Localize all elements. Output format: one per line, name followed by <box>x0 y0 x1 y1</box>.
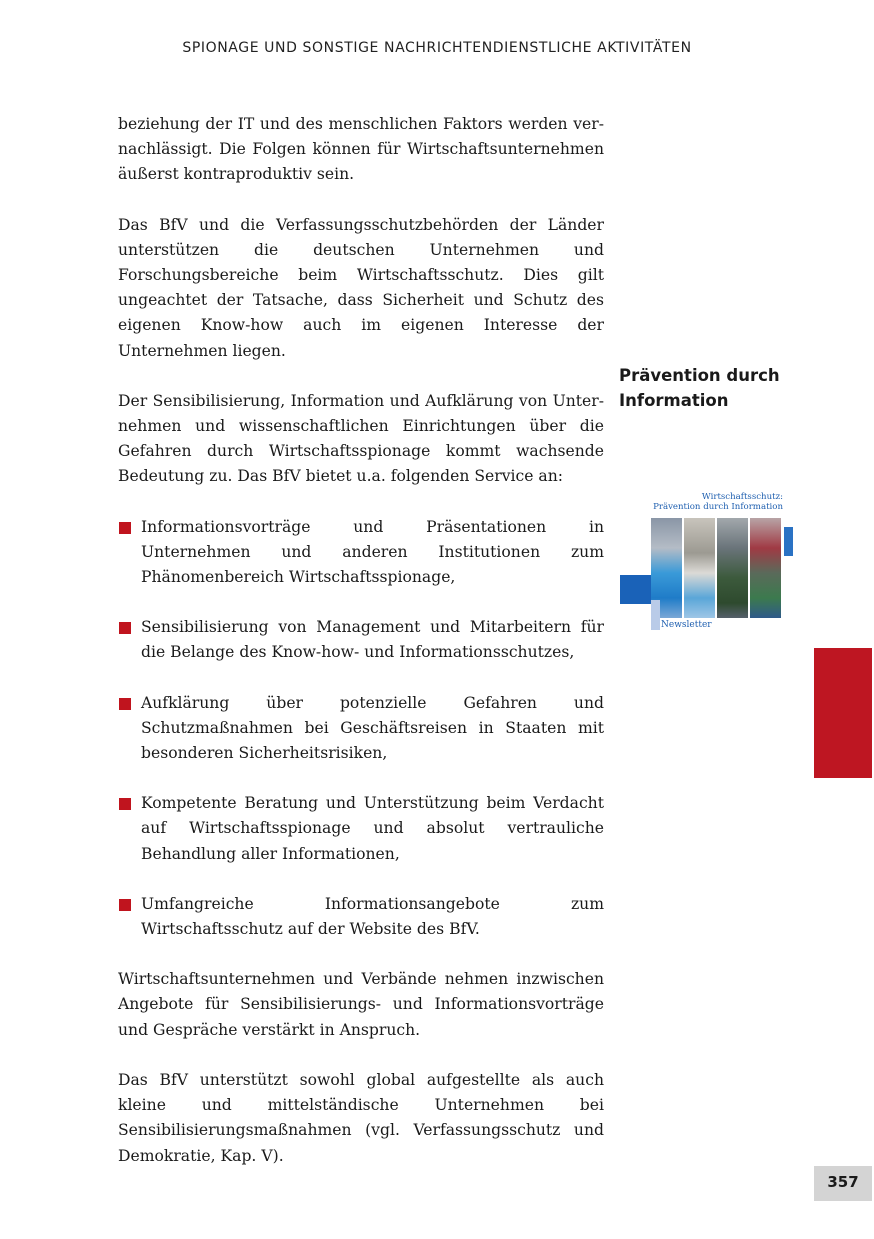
paragraph-4: Wirtschaftsunternehmen und Verbände nehmen inzwischen Angebote für Sensibilisierungs- und Informationsvorträge und Gespräche verstärkt in Anspruch. <box>118 970 604 1039</box>
list-item-text: Informationsvorträge und Präsentationen in Unternehmen und anderen Institutionen zum Phänomenbereich Wirtschaftsspionage, <box>141 517 604 587</box>
paragraph-1: beziehung der IT und des menschlichen Faktors werden vernachlässigt. Die Folgen können für Wirtschaftsunternehmen äußerst kontraproduktiv sein. <box>118 115 604 184</box>
sidebar-heading-line-2: Information <box>619 391 729 410</box>
list-item-text: Kompetente Beratung und Unterstützung beim Verdacht auf Wirtschaftsspionage und absolut vertrauliche Behandlung aller Informationen, <box>141 794 604 863</box>
newsletter-title-line-2: Prävention durch Information <box>653 502 783 512</box>
list-item <box>118 691 604 767</box>
paragraph-2: Das BfV und die Verfassungsschutzbehörden der Länder unterstützen die deutschen Unternehmen und Forschungsbereiche beim Wirtschaftsschutz. Dies gilt ungeachtet der Tatsache, dass Sicherheit und Schutz des eigenen Know-how auch im eigenen Interesse der Unternehmen liegen. <box>118 215 604 360</box>
cover-photo-tile-2 <box>684 518 715 618</box>
cover-blue-square <box>620 575 651 604</box>
red-square-bullet-icon <box>119 698 131 710</box>
list-item <box>118 515 604 591</box>
newsletter-cover-image <box>620 490 796 636</box>
paragraph-5: Das BfV unterstützt sowohl global aufgestellte als auch kleine und mittelständische Unternehmen bei Sensibilisierungsmaßnahmen (vgl. Verfassungsschutz und Demokratie, Kap. V). <box>118 1070 604 1165</box>
cover-blue-bar <box>784 527 793 556</box>
red-square-bullet-icon <box>119 622 131 634</box>
newsletter-title-line-1: Wirtschaftsschutz: <box>701 492 783 502</box>
list-item <box>118 892 604 942</box>
newsletter-cover-title <box>653 492 783 512</box>
list-item-text: Umfangreiche Informationsangebote zum Wirtschaftsschutz auf der Website des BfV. <box>141 894 604 939</box>
red-square-bullet-icon <box>119 899 131 911</box>
running-header: SPIONAGE UND SONSTIGE NACHRICHTENDIENSTLICHE AKTIVITÄTEN <box>182 40 692 56</box>
main-text-column <box>118 112 604 1169</box>
list-item-text: Aufklärung über potenzielle Gefahren und Schutzmaßnahmen bei Geschäftsreisen in Staaten mit besonderen Sicherheitsrisiken, <box>141 693 604 763</box>
list-item-text: Sensibilisierung von Management und Mitarbeitern für die Belange des Know-how- und Informationsschutzes, <box>141 618 604 662</box>
sidebar-heading-line-1: Prävention durch <box>619 366 780 385</box>
chapter-thumb-tab <box>814 648 872 778</box>
paragraph-3: Der Sensibilisierung, Information und Aufklärung von Unternehmen und wissenschaftlichen Einrichtungen über die Gefahren durch Wirtschaftsspionage kommt wachsende Bedeutung zu. Das BfV bietet u.a. folgenden Service an: <box>118 391 604 486</box>
cover-photo-tile-3 <box>717 518 748 618</box>
service-list <box>118 515 604 943</box>
newsletter-label: Newsletter <box>661 620 712 630</box>
cover-photo-tile-4 <box>750 518 781 618</box>
list-item <box>118 615 604 665</box>
red-square-bullet-icon <box>119 522 131 534</box>
list-item <box>118 791 604 867</box>
cover-light-blue-bar <box>651 600 660 630</box>
sidebar-heading <box>619 363 819 413</box>
red-square-bullet-icon <box>119 798 131 810</box>
page-number: 357 <box>814 1166 872 1201</box>
